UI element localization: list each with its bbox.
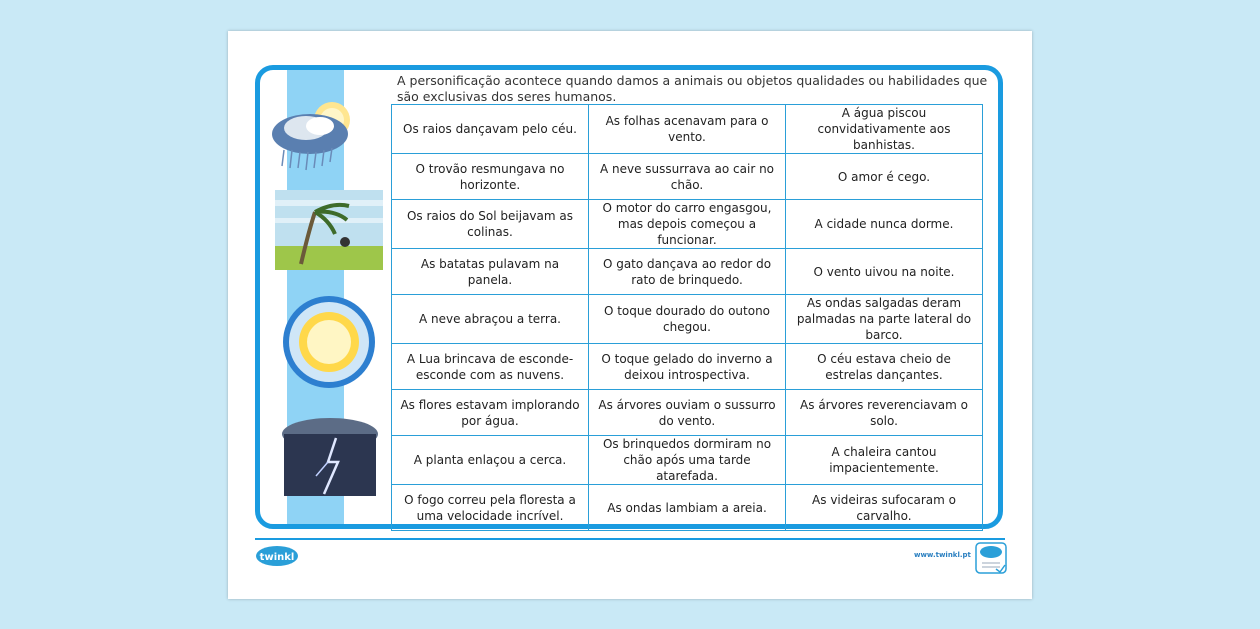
table-cell: O trovão resmungava no horizonte. bbox=[392, 154, 589, 200]
table-cell: As árvores reverenciavam o solo. bbox=[786, 390, 983, 436]
table-cell: O amor é cego. bbox=[786, 154, 983, 200]
table-row bbox=[392, 390, 983, 436]
table-row bbox=[392, 295, 983, 344]
table-cell: A chaleira cantou impacientemente. bbox=[786, 436, 983, 485]
table-row bbox=[392, 344, 983, 390]
quality-badge-icon bbox=[974, 541, 1008, 575]
svg-text:twinkl: twinkl bbox=[259, 552, 295, 563]
table-cell: A água piscou convidativamente aos banhistas. bbox=[786, 105, 983, 154]
table-cell: As batatas pulavam na panela. bbox=[392, 249, 589, 295]
table-cell: O vento uivou na noite. bbox=[786, 249, 983, 295]
footer-website[interactable]: www.twinkl.pt bbox=[914, 551, 971, 559]
table-cell: As flores estavam implorando por água. bbox=[392, 390, 589, 436]
cloudy-sun-icon bbox=[270, 100, 360, 172]
twinkl-logo bbox=[255, 545, 299, 567]
table-cell: As árvores ouviam o sussurro do vento. bbox=[589, 390, 786, 436]
table-row bbox=[392, 154, 983, 200]
table-row bbox=[392, 485, 983, 531]
table-cell: O toque dourado do outono chegou. bbox=[589, 295, 786, 344]
table-cell: As folhas acenavam para o vento. bbox=[589, 105, 786, 154]
table-row bbox=[392, 249, 983, 295]
personification-table bbox=[391, 104, 983, 531]
worksheet-frame bbox=[255, 65, 1003, 529]
table-cell: A planta enlaçou a cerca. bbox=[392, 436, 589, 485]
intro-text: A personificação acontece quando damos a animais ou objetos qualidades ou habilidades que são exclusivas dos seres humanos. bbox=[397, 73, 988, 104]
table-cell: O céu estava cheio de estrelas dançantes. bbox=[786, 344, 983, 390]
footer-rule bbox=[255, 538, 1005, 540]
windy-palm-icon bbox=[275, 190, 383, 270]
table-cell: O motor do carro engasgou, mas depois começou a funcionar. bbox=[589, 200, 786, 249]
table-cell: As videiras sufocaram o carvalho. bbox=[786, 485, 983, 531]
table-cell: A neve sussurrava ao cair no chão. bbox=[589, 154, 786, 200]
table-cell: O fogo correu pela floresta a uma velocidade incrível. bbox=[392, 485, 589, 531]
table-row bbox=[392, 105, 983, 154]
table-cell: Os raios dançavam pelo céu. bbox=[392, 105, 589, 154]
table-cell: A neve abraçou a terra. bbox=[392, 295, 589, 344]
table-cell: As ondas salgadas deram palmadas na parte lateral do barco. bbox=[786, 295, 983, 344]
worksheet-page bbox=[228, 31, 1032, 599]
thunderstorm-icon bbox=[280, 416, 380, 500]
table-cell: A Lua brincava de esconde-esconde com as nuvens. bbox=[392, 344, 589, 390]
table-cell: As ondas lambiam a areia. bbox=[589, 485, 786, 531]
table-cell: O toque gelado do inverno a deixou introspectiva. bbox=[589, 344, 786, 390]
table-row bbox=[392, 436, 983, 485]
table-cell: O gato dançava ao redor do rato de brinquedo. bbox=[589, 249, 786, 295]
table-cell: Os raios do Sol beijavam as colinas. bbox=[392, 200, 589, 249]
sun-icon bbox=[275, 294, 383, 390]
table-row bbox=[392, 200, 983, 249]
table-cell: A cidade nunca dorme. bbox=[786, 200, 983, 249]
table-cell: Os brinquedos dormiram no chão após uma tarde atarefada. bbox=[589, 436, 786, 485]
